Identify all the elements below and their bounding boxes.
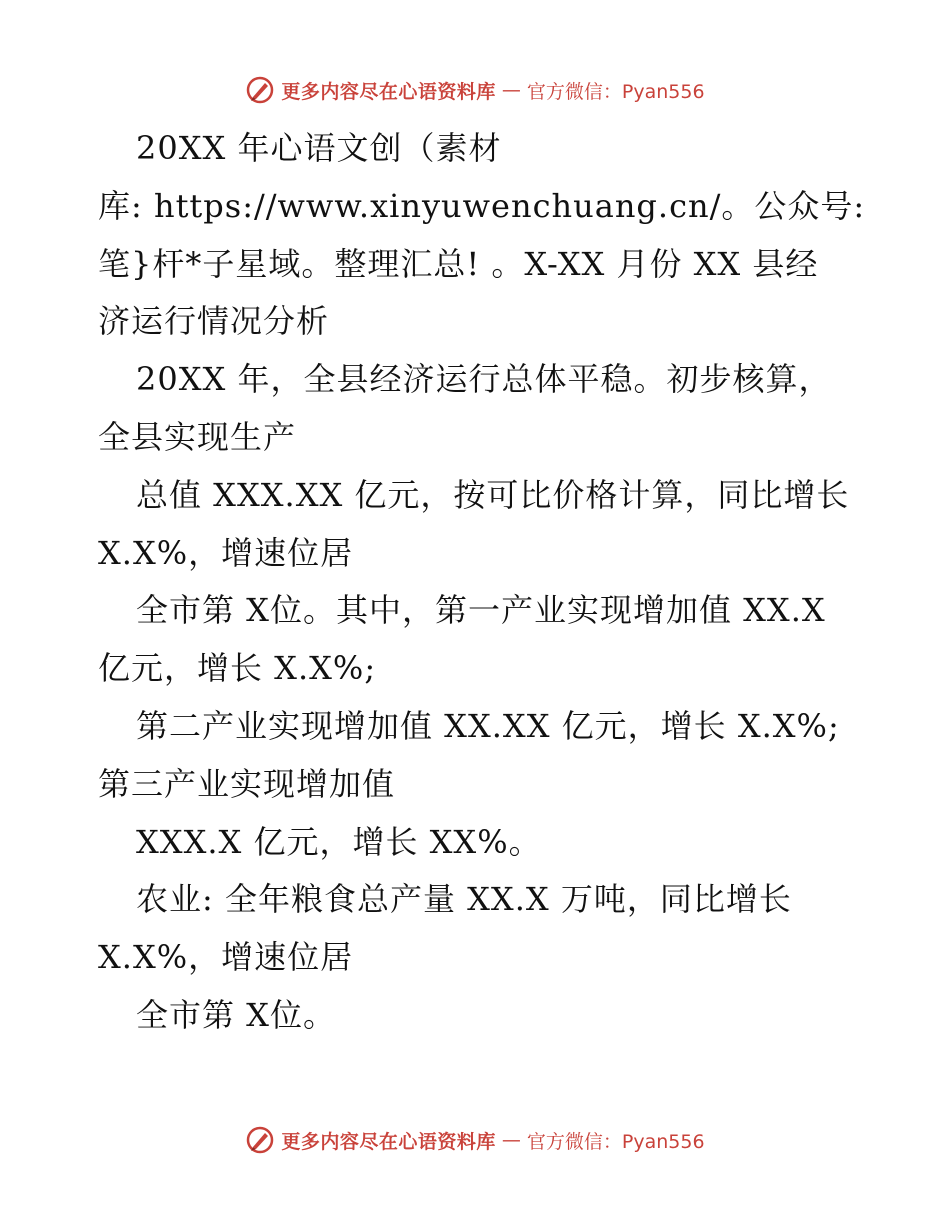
- watermark-dash: —: [501, 1129, 521, 1151]
- text-line: 亿元，增长 X.X%;: [98, 649, 377, 688]
- text-line: 第二产业实现增加值 XX.XX 亿元，增长 X.X%;: [136, 706, 840, 745]
- text-line: X.X%，增速位居: [98, 938, 354, 977]
- watermark-banner: [245, 75, 704, 105]
- watermark-dash: —: [501, 79, 521, 101]
- quill-pen-logo-icon: [245, 1125, 275, 1155]
- watermark-header-top: [0, 70, 950, 110]
- text-line: 笔}杆*子星域。整理汇总! 。X-XX 月份 XX 县经: [98, 244, 819, 283]
- text-line: X.X%，增速位居: [98, 533, 354, 572]
- watermark-contact: 官方微信：Pyan556: [526, 80, 705, 103]
- text-line: 库: https://www.xinyuwenchuang.cn/。公众号:: [98, 186, 866, 225]
- text-line: 全市第 X位。其中，第一产业实现增加值 XX.X: [136, 591, 826, 630]
- text-line: 全市第 X位。: [136, 995, 336, 1034]
- text-line: 第三产业实现增加值: [98, 764, 396, 803]
- text-line: 总值 XXX.XX 亿元，按可比价格计算，同比增长: [136, 475, 850, 514]
- watermark-contact: 官方微信：Pyan556: [526, 1130, 705, 1153]
- watermark-text: 更多内容尽在心语资料库: [281, 80, 496, 103]
- document-body: [98, 120, 868, 1045]
- text-line: 20XX 年，全县经济运行总体平稳。初步核算，: [136, 360, 832, 399]
- quill-pen-logo-icon: [245, 75, 275, 105]
- watermark-text: 更多内容尽在心语资料库: [281, 1130, 496, 1153]
- text-line: 农业: 全年粮食总产量 XX.X 万吨，同比增长: [136, 880, 792, 919]
- text-line: 20XX 年心语文创（素材: [136, 129, 502, 167]
- watermark-banner: [245, 1125, 704, 1155]
- watermark-footer-bottom: [0, 1120, 950, 1160]
- text-line: 全县实现生产: [98, 417, 297, 456]
- text-line: XXX.X 亿元，增长 XX%。: [136, 822, 542, 861]
- text-line: 济运行情况分析: [98, 302, 330, 341]
